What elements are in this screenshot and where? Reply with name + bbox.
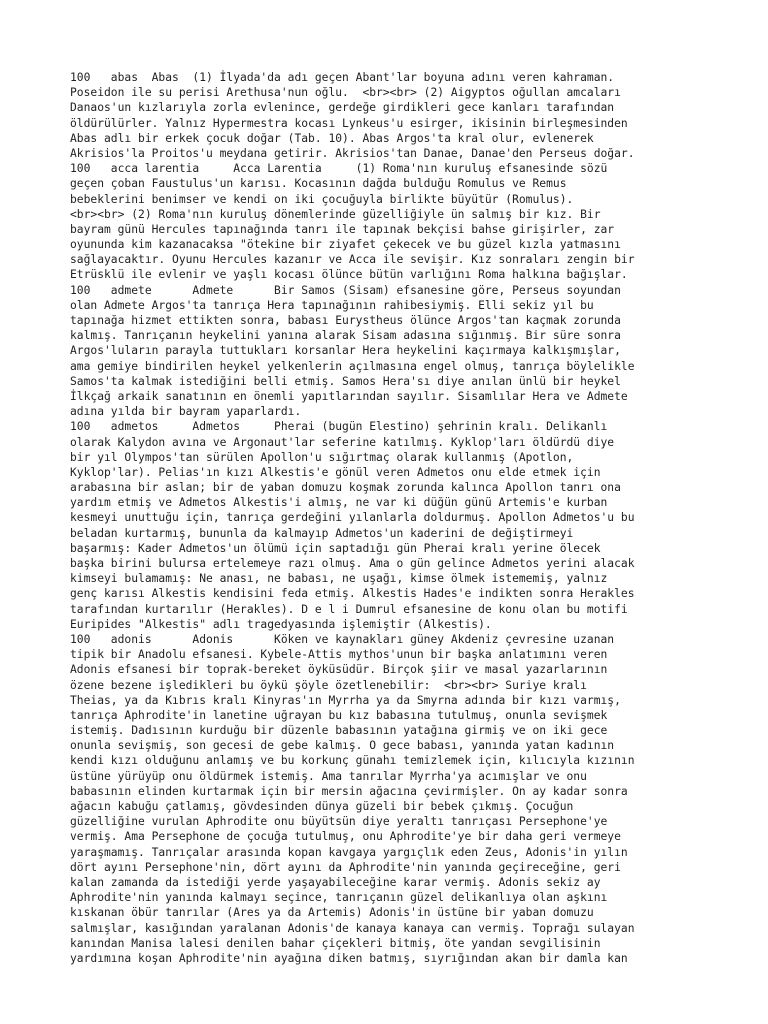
text-line: kendi kızı olduğunu anlamış ve bu korkunç günahı temizlemek için, kılıcıyla kızının xyxy=(70,754,635,768)
text-line: onunla sevişmiş, son gecesi de gebe kalmış. O gece babası, yanında yatan kadının xyxy=(70,739,615,753)
text-line: 100 abas Abas (1) İlyada'da adı geçen Abant'lar boyuna adını veren kahraman. xyxy=(70,71,615,84)
text-line: kimseyi bulamamış: Ne anası, ne babası, ne uşağı, kimse ölmek istememiş, yalnız xyxy=(70,572,608,586)
text-line: yardımına koşan Aphrodite'nin ayağına diken batmış, sıyrığından akan bir damla kan xyxy=(70,951,628,965)
text-line: oyununda kim kazanacaksa "ötekine bir ziyafet çekecek ve bu güzel kızla yatmasını xyxy=(70,238,621,252)
document-text xyxy=(70,70,710,966)
text-line: özene bezene işledikleri bu öykü şöyle özetlenebilir: <br><br> Suriye kralı xyxy=(70,678,587,692)
text-line: <br><br> (2) Roma'nın kuruluş dönemlerinde güzelliğiyle ün salmış bir kız. Bir xyxy=(70,207,601,221)
text-line: bebeklerini benimser ve kendi on iki çocuğuyla birlikte büyütür (Romulus). xyxy=(70,192,574,206)
text-line: öldürülürler. Yalnız Hypermestra kocası Lynkeus'u esirger, ikisinin birleşmesinden xyxy=(70,116,628,130)
text-line: 100 adonis Adonis Köken ve kaynakları güney Akdeniz çevresine uzanan xyxy=(70,632,615,646)
text-line: başka birini bulursa ertelemeye razı olmuş. Ama o gün gelince Admetos yerini alacak xyxy=(70,557,635,570)
text-line: kesmeyi unuttuğu için, tanrıça gerdeğini yılanlarla doldurmuş. Apollon Admetos'u bu xyxy=(70,511,635,525)
text-line: Adonis efsanesi bir toprak-bereket öyküsüdür. Birçok şiir ve masal yazarlarının xyxy=(70,663,608,677)
text-line: geçen çoban Faustulus'un karısı. Kocasının dağda bulduğu Romulus ve Remus xyxy=(70,177,567,191)
text-line: Kyklop'lar). Pelias'ın kızı Alkestis'e gönül veren Admetos onu elde etmek için xyxy=(70,465,601,479)
text-line: kalan zamanda da istediği yerde yaşayabileceğine karar vermiş. Adonis sekiz ay xyxy=(70,875,601,889)
text-line: yardım etmiş ve Admetos Alkestis'i almış, ne var ki düğün günü Artemis'e kurban xyxy=(70,496,608,510)
text-line: Poseidon ile su perisi Arethusa'nun oğlu. <br><br> (2) Aigyptos oğullan amcaları xyxy=(70,86,621,100)
text-line: üstüne yürüyüp onu öldürmek istemiş. Ama tanrılar Myrrha'ya acımışlar ve onu xyxy=(70,769,587,783)
text-line: güzelliğine vurulan Aphrodite onu büyütsün diye yeraltı tanrıçası Persephone'ye xyxy=(70,815,608,829)
text-line: dört ayını Persephone'nin, dört ayını da Aphrodite'nin yanında geçireceğine, geri xyxy=(70,860,621,874)
text-line: Euripides "Alkestis" adlı tragedyasında işlemiştir (Alkestis). xyxy=(70,617,492,631)
text-line: İlkçağ arkaik sanatının en önemli yapıtlarından sayılır. Sisamlılar Hera ve Admete xyxy=(70,389,628,403)
text-line: Theias, ya da Kıbrıs kralı Kinyras'ın Myrrha ya da Smyrna adında bir kızı varmış, xyxy=(70,693,621,707)
text-line: adına yılda bir bayram yaparlardı. xyxy=(70,405,302,419)
text-line: Danaos'un kızlarıyla zorla evlenince, gerdeğe girdikleri gece kanları tarafından xyxy=(70,101,615,115)
text-line: 100 admete Admete Bir Samos (Sisam) efsanesine göre, Perseus soyundan xyxy=(70,283,621,297)
text-line: ağacın kabuğu çatlamış, gövdesinden dünya güzeli bir bebek çıkmış. Çocuğun xyxy=(70,800,574,813)
text-line: tarafından kurtarılır (Herakles). D e l i Dumrul efsanesine de konu olan bu motifi xyxy=(70,602,628,616)
text-line: beladan kurtarmış, bununla da kalmayıp Admetos'un kaderini de değiştirmeyi xyxy=(70,526,574,540)
text-line: genç karısı Alkestis kendisini feda etmiş. Alkestis Hades'e indikten sonra Herakles xyxy=(70,587,635,601)
text-line: Etrüsklü ile evlenir ve yaşlı kocası ölünce bütün varlığını Roma halkına bağışlar. xyxy=(70,268,628,282)
text-line: ama gemiye bindirilen heykel yelkenlerin açılmasına engel olmuş, tanrıça böylelikle xyxy=(70,359,635,373)
text-line: yaraşmamış. Tanrıçalar arasında kopan kavgaya yargıçlık eden Zeus, Adonis'in yılın xyxy=(70,845,628,859)
text-line: istemiş. Dadısının kurduğu bir düzenle babasının yatağına girmiş ve on iki gece xyxy=(70,724,608,738)
text-line: tapınağa hizmet ettikten sonra, babası Eurystheus ölünce Argos'tan kaçmak zorunda xyxy=(70,314,621,327)
text-line: Samos'ta kalmak istediğini belli etmiş. Samos Hera'sı diye anılan ünlü bir heykel xyxy=(70,374,621,388)
text-line: olan Admete Argos'ta tanrıça Hera tapınağının rahibesiymiş. Elli sekiz yıl bu xyxy=(70,298,594,312)
text-line: kalmış. Tanrıçanın heykelini yanına alarak Sisam adasına sığınmış. Bir süre sonra xyxy=(70,329,621,343)
text-line: babasının elinden kurtarmak için bir mersin ağacına çevirmişler. On ay kadar sonra xyxy=(70,784,628,798)
text-line: bayram günü Hercules tapınağında tanrı ile tapınak bekçisi bahse girişirler, zar xyxy=(70,222,615,236)
text-line: tanrıça Aphrodite'in lanetine uğrayan bu kız babasına tutulmuş, onunla sevişmek xyxy=(70,708,608,722)
text-line: kıskanan öbür tanrılar (Ares ya da Artemis) Adonis'in üstüne bir yaban domuzu xyxy=(70,906,594,920)
text-line: Aphrodite'nin yanında kalmayı seçince, tanrıçanın güzel delikanlıya olan aşkını xyxy=(70,891,608,905)
text-line: salmışlar, kasığından yaralanan Adonis'de kanaya kanaya can vermiş. Toprağı sulayan xyxy=(70,921,635,935)
text-line: tipik bir Anadolu efsanesi. Kybele-Attis mythos'unun bir başka anlatımını veren xyxy=(70,648,608,662)
text-line: bir yıl Olympos'tan sürülen Apollon'u sığırtmaç olarak kullanmış (Apotlon, xyxy=(70,450,574,464)
text-line: olarak Kalydon avına ve Argonaut'lar seferine katılmış. Kyklop'ları öldürdü diye xyxy=(70,435,615,449)
text-line: başarmış: Kader Admetos'un ölümü için saptadığı gün Pherai kralı yerine ölecek xyxy=(70,541,601,555)
text-line: vermiş. Ama Persephone de çocuğa tutulmuş, onu Aphrodite'ye bir daha geri vermeye xyxy=(70,830,621,844)
text-line: kanından Manisa lalesi denilen bahar çiçekleri bitmiş, öte yandan sevgilisinin xyxy=(70,936,601,950)
text-line: arabasına bir aslan; bir de yaban domuzu koşmak zorunda kalınca Apollon tanrı ona xyxy=(70,481,621,495)
text-line: Argos'luların parayla tuttukları korsanlar Hera heykelini kaçırmaya kalkışmışlar, xyxy=(70,344,621,358)
text-line: Akrisios'la Proitos'u meydana getirir. Akrisios'tan Danae, Danae'den Perseus doğar. xyxy=(70,146,635,160)
text-line: 100 admetos Admetos Pherai (bugün Elestino) şehrinin kralı. Delikanlı xyxy=(70,420,608,434)
text-line: 100 acca larentia Acca Larentia (1) Roma'nın kuruluş efsanesinde sözü xyxy=(70,162,608,176)
text-line: sağlayacaktır. Oyunu Hercules kazanır ve Acca ile sevişir. Kız sonraları zengin bir xyxy=(70,253,635,267)
text-line: Abas adlı bir erkek çocuk doğar (Tab. 10). Abas Argos'ta kral olur, evlenerek xyxy=(70,131,594,145)
